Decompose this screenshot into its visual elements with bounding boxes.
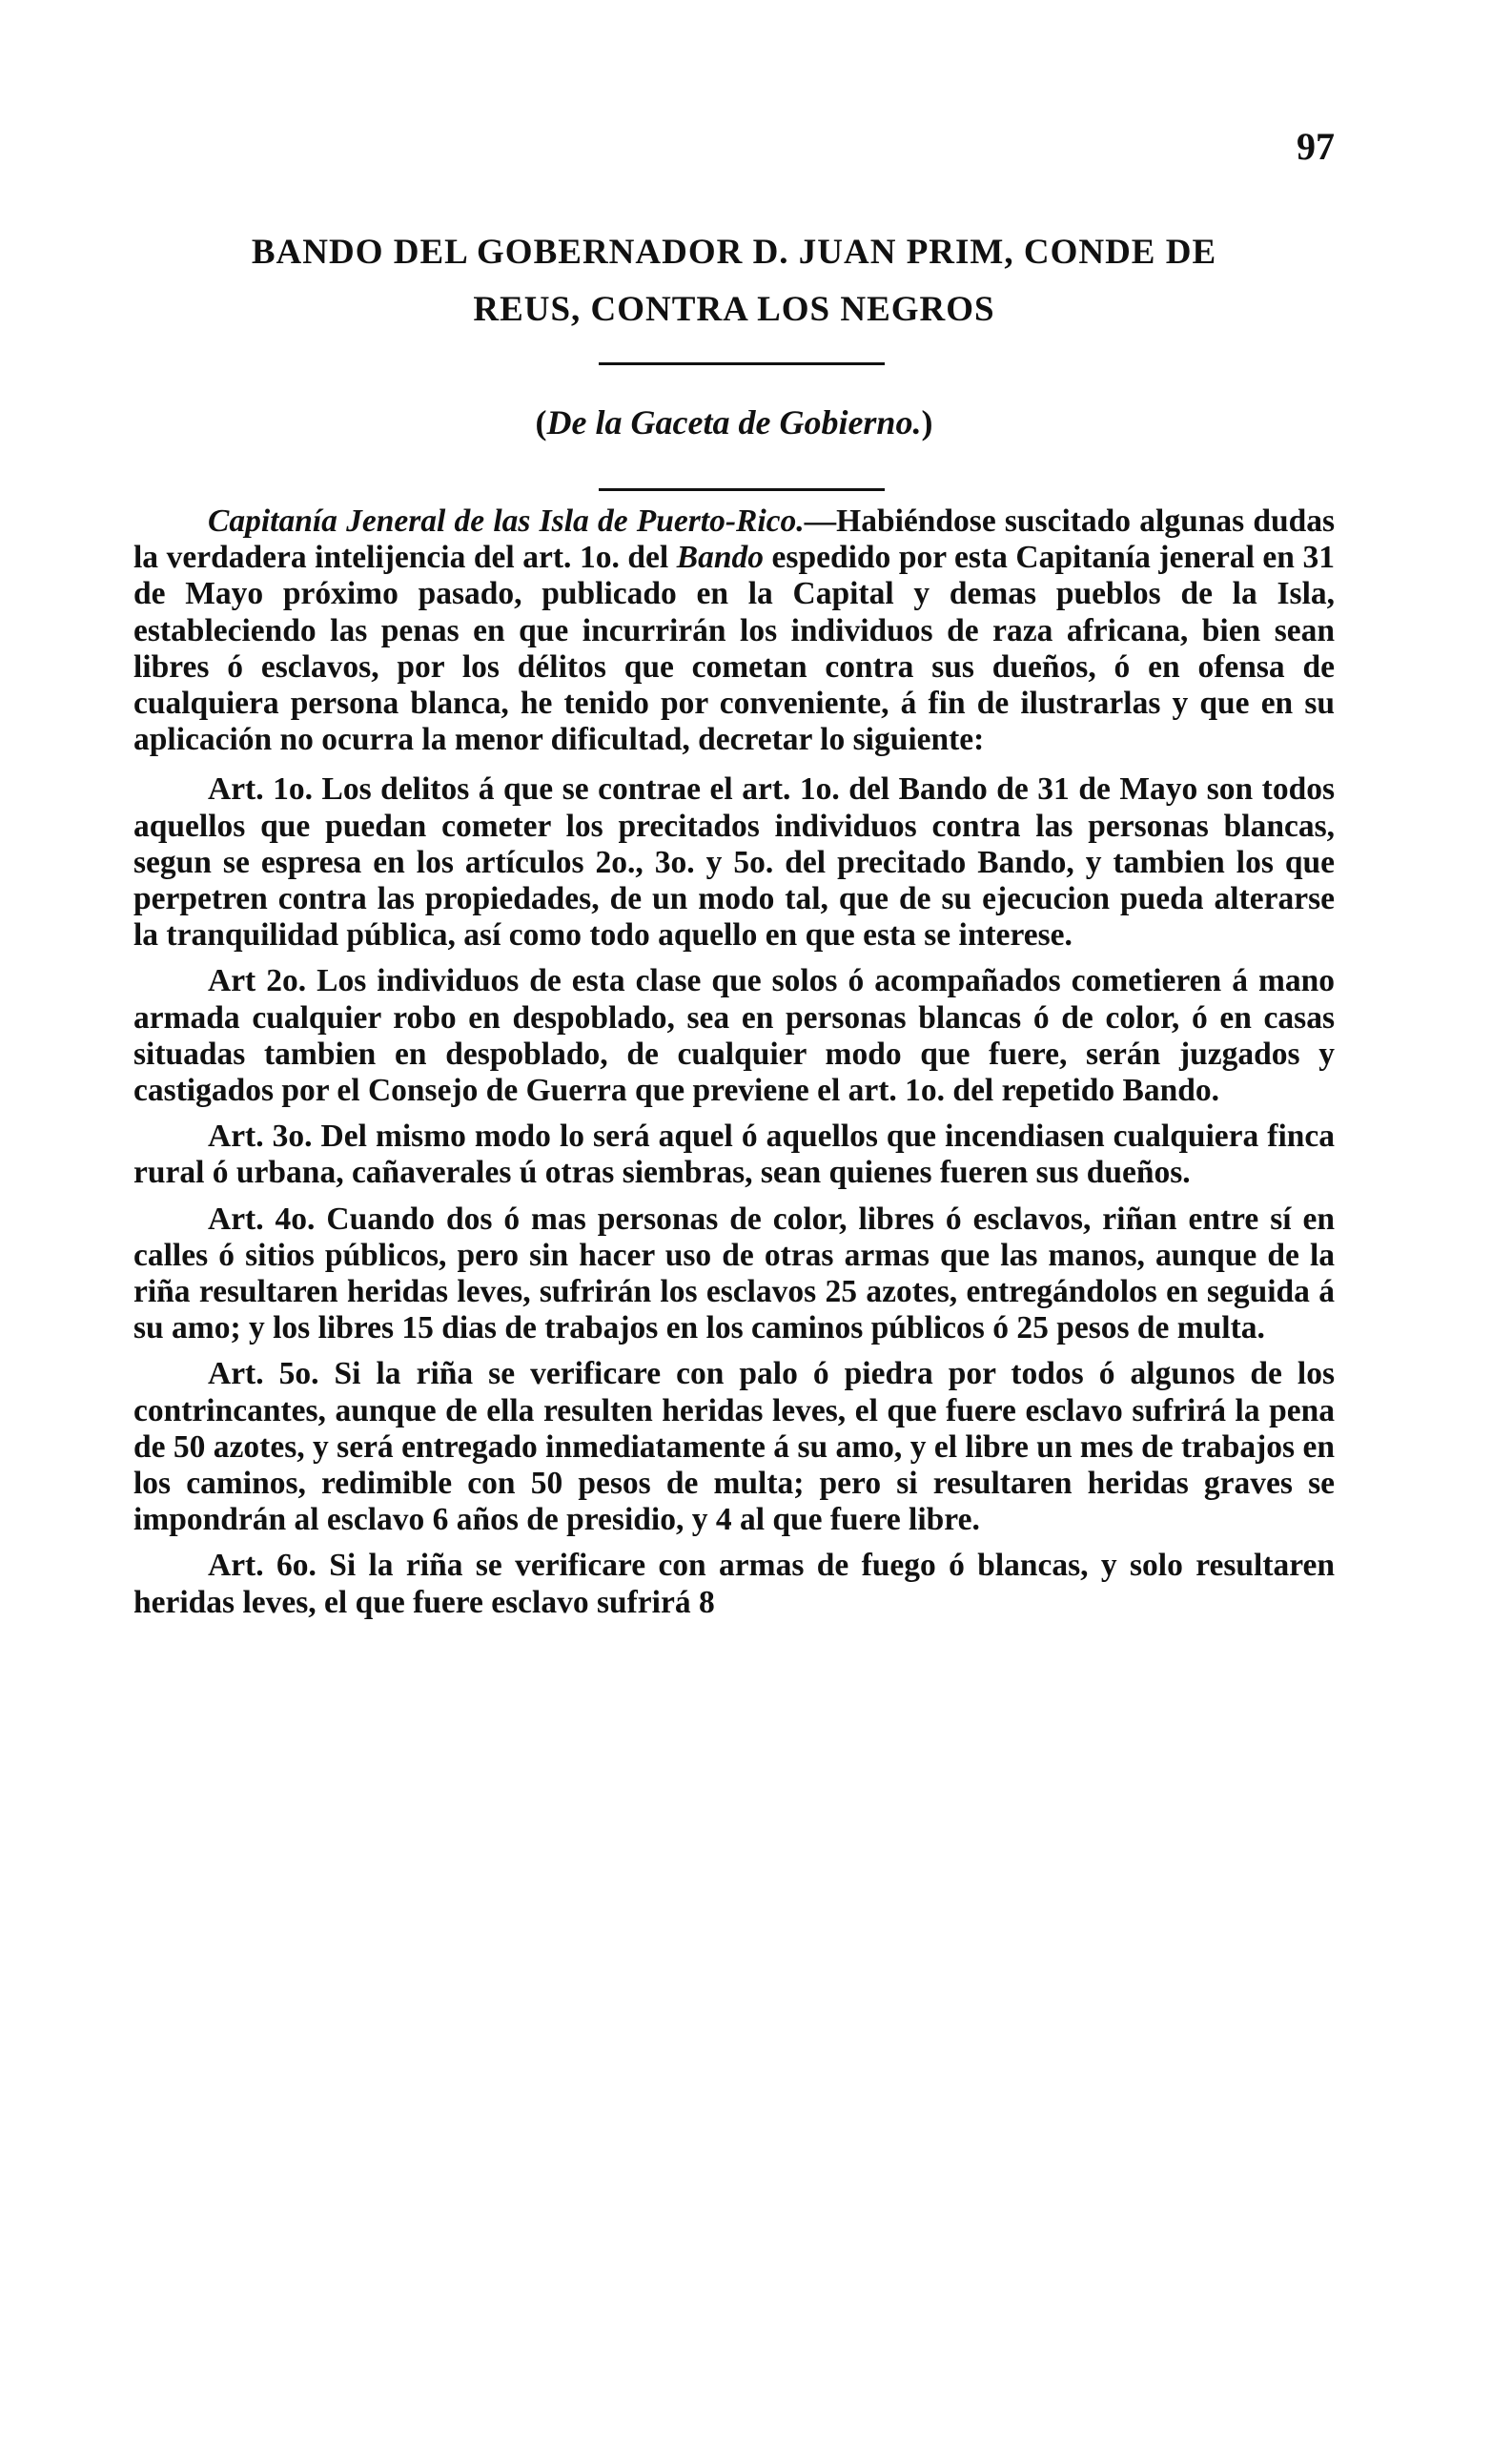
article-text: Los individuos de esta clase que solos ó acompañados cometieren á mano armada cualquier robo en despoblado, sea en personas blancas ó de color, ó en casas situadas tambien en despoblado, de cualquier modo que fuere, serán juzgados y castigados por el Consejo de Guerra que previene el art. 1o. del repetido Bando. — [133, 963, 1335, 1109]
article-label: Art. 3o. — [208, 1119, 313, 1155]
article-label: Art. 6o. — [208, 1548, 317, 1584]
source-divider — [599, 488, 885, 491]
article-2 — [133, 963, 1335, 1109]
title-line-1: BANDO DEL GOBERNADOR D. JUAN PRIM, CONDE DE — [251, 233, 1217, 272]
article-4 — [133, 1201, 1335, 1347]
article-label: Art. 1o. — [208, 771, 313, 808]
intro-paragraph — [133, 503, 1335, 758]
document-title — [133, 224, 1335, 339]
article-1 — [133, 771, 1335, 954]
source-text: De la Gaceta de Gobierno. — [546, 403, 922, 442]
article-5 — [133, 1356, 1335, 1538]
source-open-paren: ( — [535, 403, 547, 442]
article-text: Si la riña se verificare con armas de fuego ó blancas, y solo resultaren heridas leves, el que fuere esclavo sufrirá 8 — [133, 1548, 1335, 1620]
source-citation — [133, 402, 1335, 442]
article-text: Los delitos á que se contrae el art. 1o. del Bando de 31 de Mayo son todos aquellos que puedan cometer los precitados individuos contra las personas blancas, segun se espresa en los artículos 2o., 3o. y 5o. del precitado Bando, y tambien los que perpetren contra las propiedades, de un modo tal, que de su ejecucion pueda alterarse la tranquilidad pública, así como todo aquello en que esta se interese. — [133, 771, 1336, 954]
page-number: 97 — [1297, 125, 1335, 168]
article-3 — [133, 1119, 1335, 1191]
article-6 — [133, 1548, 1335, 1620]
intro-text-a: —Habiéndose suscitado algunas dudas la verdadera intelijencia del art. 1o. del — [133, 503, 1335, 576]
decree-body — [133, 503, 1335, 1631]
title-divider — [599, 362, 885, 365]
article-label: Art. 5o. — [208, 1356, 319, 1392]
intro-lead: Capitanía Jeneral de las Isla de Puerto-Rico. — [208, 503, 805, 539]
article-label: Art. 4o. — [208, 1201, 316, 1237]
article-text: Cuando dos ó mas personas de color, libres ó esclavos, riñan entre sí en calles ó sitios públicos, pero sin hacer uso de otras armas que las manos, aunque de la riña resultaren heridas leves, sufrirán los esclavos 25 azotes, entregándolos en seguida á su amo; y los libres 15 dias de trabajos en los caminos públicos ó 25 pesos de multa. — [133, 1201, 1336, 1346]
title-line-2: REUS, CONTRA LOS NEGROS — [473, 290, 995, 329]
intro-bando: Bando — [676, 540, 764, 576]
article-text: Del mismo modo lo será aquel ó aquellos que incendiasen cualquiera finca rural ó urbana, cañaverales ú otras siembras, sean quienes fueren sus dueños. — [133, 1119, 1336, 1191]
article-label: Art 2o. — [208, 963, 307, 999]
article-text: Si la riña se verificare con palo ó piedra por todos ó algunos de los contrincantes, aunque de ella resulten heridas leves, el que fuere esclavo sufrirá la pena de 50 azotes, y será entregado inmediatamente á su amo, y el libre un mes de trabajos en los caminos, redimible con 50 pesos de multa; pero si resultaren heridas graves se impondrán al esclavo 6 años de presidio, y 4 al que fuere libre. — [133, 1356, 1336, 1538]
source-close-paren: ) — [921, 403, 933, 442]
document-page — [133, 95, 1335, 2403]
intro-text-b: espedido por esta Capitanía jeneral en 31 de Mayo próximo pasado, publicado en la Capital y demas pueblos de la Isla, estableciendo las penas en que incurrirán los individuos de raza africana, bien sean libres ó esclavos, por los délitos que cometan contra sus dueños, ó en ofensa de cualquiera persona blanca, he tenido por conveniente, á fin de ilustrarlas y que en su aplicación no ocurra la menor dificultad, decretar lo siguiente: — [133, 540, 1335, 758]
